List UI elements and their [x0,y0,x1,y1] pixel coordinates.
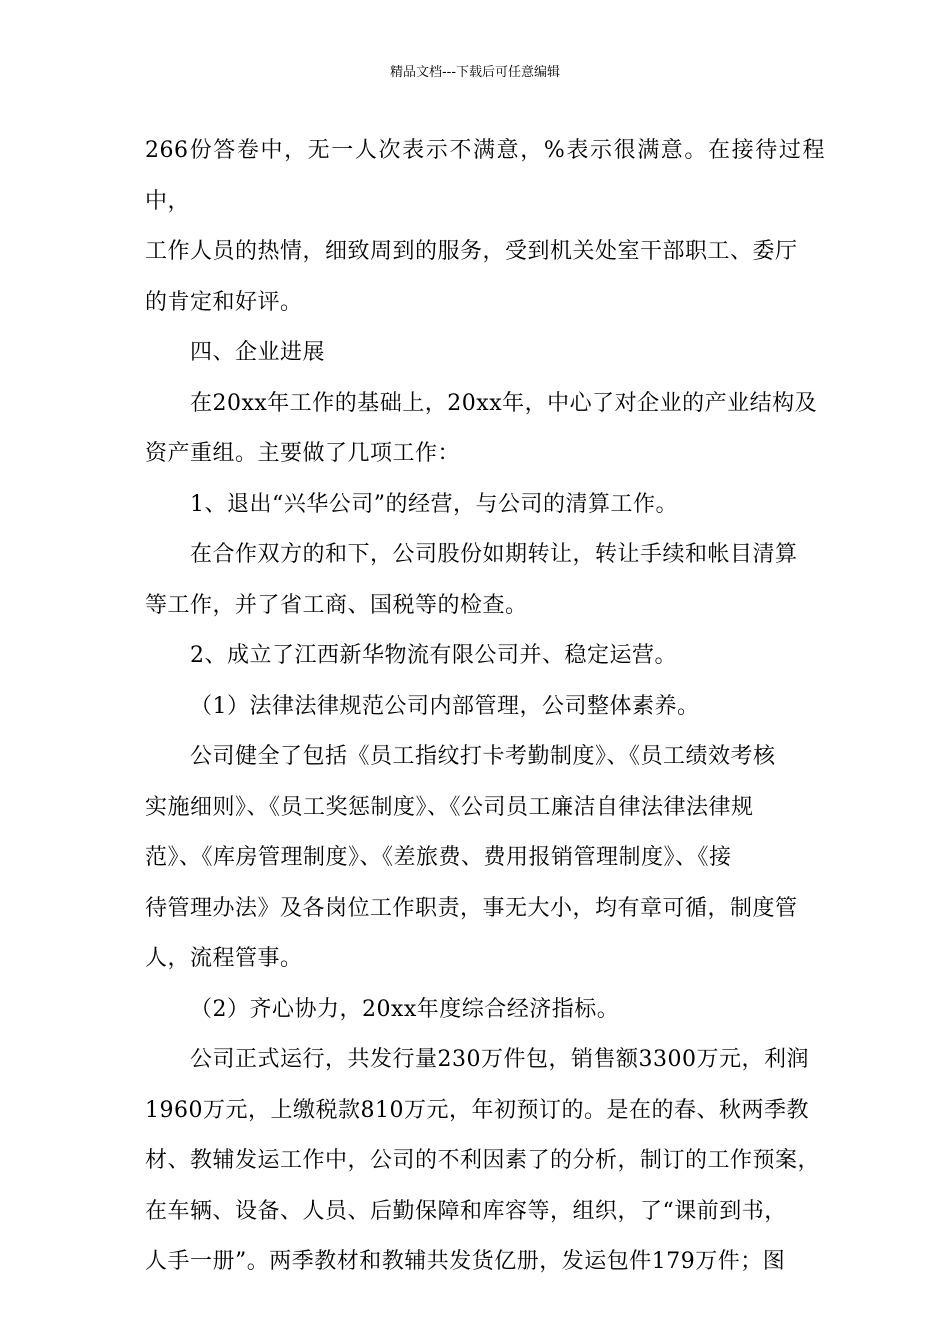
paragraph-share-transfer: 在合作双方的和下，公司股份如期转让，转让手续和帐目清算 等工作，并了省工商、国税等的检查。 [145,542,798,618]
paragraph-survey-result: 266份答卷中，无一人次表示不满意，%表示很满意。在接待过程中， 工作人员的热情，细致周到的服务，受到机关处室干部职工、委厅 的肯定和好评。 [145,138,825,315]
paragraph-restructuring: 在20xx年工作的基础上，20xx年，中心了对企业的产业结构及 资产重组。主要做了几项工作： [145,390,818,466]
document-body [145,126,825,1288]
subitem-1-heading: （1）法律法律规范公司内部管理，公司整体素养。 [190,693,700,719]
item-2-heading: 2、成立了江西新华物流有限公司并、稳定运营。 [190,643,677,668]
section-heading-enterprise-progress: 四、企业进展 [190,340,326,365]
page-header: 精品文档---下载后可任意编辑 [389,65,561,80]
paragraph-regulations: 公司健全了包括《员工指纹打卡考勤制度》、《员工绩效考核 实施细则》、《员工奖惩制度》、《公司员工廉洁自律法律法律规 范》、《库房管理制度》、《差旅费、费用报销管理制度》、《接 待管理办法》及各岗位工作职责，事无大小，均有章可循，制度管 人，流程管事。 [145,744,798,971]
item-1-heading: 1、退出“兴华公司”的经营，与公司的清算工作。 [190,491,678,517]
paragraph-economic-indicators: 公司正式运行，共发行量230万件包，销售额3300万元，利润 1960万元，上缴税款810万元，年初预订的。是在的春、秋两季教 材、教辅发运工作中，公司的不利因素了的分析，制订的工作预案， 在车辆、设备、人员、后勤保障和库容等，组织，了“课前到书， 人手一册”。两季教材和教辅共发货亿册，发运包件179万件；图 [145,1047,821,1274]
subitem-2-heading: （2）齐心协力，20xx年度综合经济指标。 [190,996,620,1022]
